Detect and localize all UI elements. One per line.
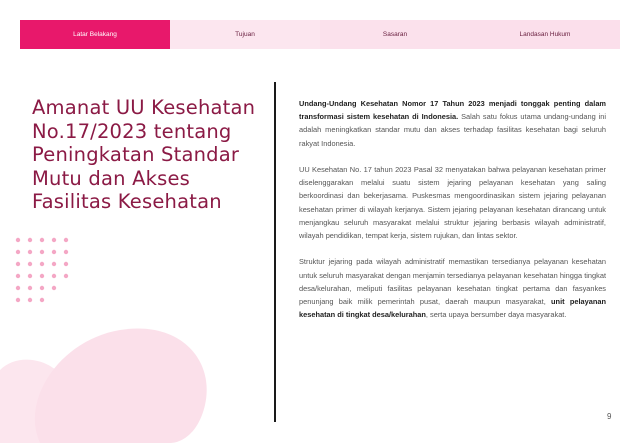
paragraph-2: UU Kesehatan No. 17 tahun 2023 Pasal 32 menyatakan bahwa pelayanan kesehatan primer diselenggarakan melalui suatu sistem jejaring pelayanan kesehatan yang saling berkoordinasi dan bekerjasama. Puskesmas mengoordinasikan sistem jejaring pelayanan kesehatan primer di wilayah kerjanya. Sistem jejaring pelayanan kesehatan dirancang untuk menjangkau seluruh masyarakat melalui struktur jejaring berbasis wilayah administratif, wilayah pendidikan, tempat kerja, sistem rujukan, dan lintas sektor. [299,165,606,241]
tab-landasan-hukum[interactable]: Landasan Hukum [470,20,620,49]
paragraph-3-end: , serta upaya bersumber daya masyarakat. [425,310,567,320]
paragraph-1-bold: Undang-Undang Kesehatan Nomor 17 Tahun 2023 menjadi tonggak penting dalam transformasi sistem kesehatan di Indonesia. [299,99,606,122]
paragraph-3-start: Struktur jejaring pada wilayah administratif memastikan tersedianya pelayanan kesehatan untuk seluruh masyarakat dengan menjamin tersedianya pelayanan kesehatan hingga tingkat desa/kelurahan, meliputi fasilitas pelayanan kesehatan tingkat pertama dan fasyankes penunjang baik milik pemerintah pusat, daerah maupun masyarakat, [299,257,606,307]
tab-sasaran[interactable]: Sasaran [320,20,470,49]
tab-bar [20,20,620,49]
paragraph-1-text: Salah satu fokus utama undang-undang ini adalah meningkatkan standar mutu dan akses terhadap fasilitas kesehatan bagi seluruh rakyat Indonesia. [299,112,606,148]
paragraph-3-bold: unit pelayanan kesehatan di tingkat desa/kelurahan [299,297,607,320]
paragraph-3 [299,255,606,321]
tab-latar-belakang[interactable]: Latar Belakang [20,20,170,49]
page-title: Amanat UU Kesehatan No.17/2023 tentang Peningkatan Standar Mutu dan Akses Fasilitas Kesehatan [32,96,256,213]
vertical-divider [274,82,276,422]
paragraph-1 [299,97,606,150]
decorative-blob [0,200,220,443]
body-text [299,97,606,335]
page-number: 9 [607,412,612,421]
tab-tujuan[interactable]: Tujuan [170,20,320,49]
